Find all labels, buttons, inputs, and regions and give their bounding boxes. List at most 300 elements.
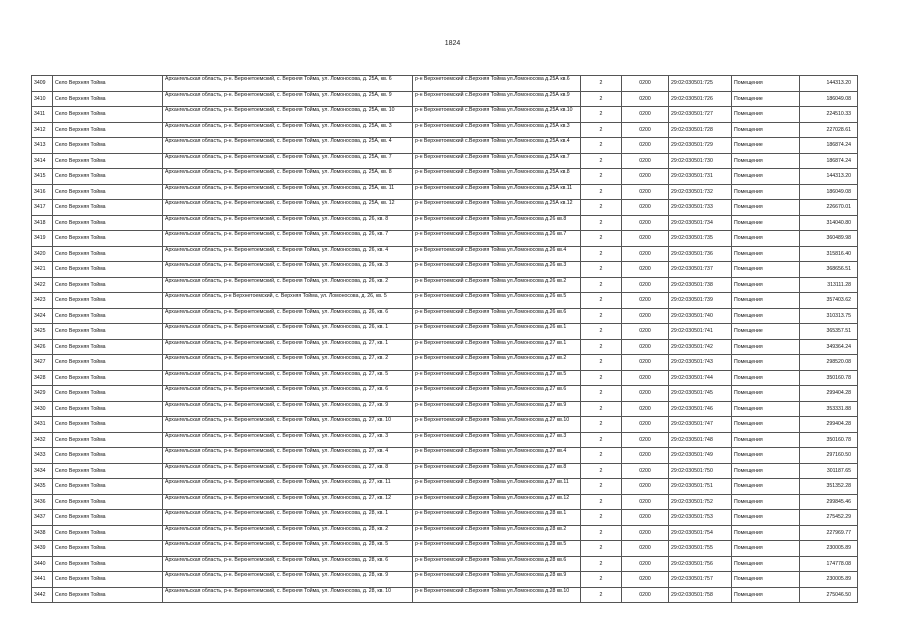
table-row — [32, 293, 858, 309]
count-cell: 2 — [581, 541, 622, 557]
cadastral-value-cell: 350160.78 — [800, 370, 858, 386]
table-row — [32, 370, 858, 386]
cadastral-value-cell: 360489.98 — [800, 231, 858, 247]
short-address-cell: р-н Верхнетоемский с.Верхняя Тойма ул.Ломоносова д.26 кв.1 — [413, 324, 581, 340]
cadastral-value-cell: 275046.50 — [800, 587, 858, 603]
cadastral-value-cell: 313111.28 — [800, 277, 858, 293]
count-cell: 2 — [581, 417, 622, 433]
short-address-cell: р-н Верхнетоемский с.Верхняя Тойма ул.Ломоносова д.25А кв.10 — [413, 107, 581, 123]
row-number-cell: 3428 — [32, 370, 53, 386]
short-address-cell: р-н Верхнетоемский с.Верхняя Тойма ул.Ломоносова д.28 кв.6 — [413, 556, 581, 572]
settlement-name-cell: Село Верхняя Тойма — [53, 494, 163, 510]
object-type-cell: Помещение — [732, 138, 800, 154]
full-address-cell: Архангельская область, р-н. Верхнетоемский, с. Верхняя Тойма, ул. Ломоносова, д. 28, кв. 5 — [163, 541, 413, 557]
object-type-cell: Помещение — [732, 215, 800, 231]
settlement-name-cell: Село Верхняя Тойма — [53, 417, 163, 433]
cadastral-number-cell: 29:02:030501:734 — [669, 215, 732, 231]
row-number-cell: 3415 — [32, 169, 53, 185]
row-number-cell: 3436 — [32, 494, 53, 510]
short-address-cell: р-н Верхнетоемский с.Верхняя Тойма ул.Ломоносова д.25А кв.8 — [413, 169, 581, 185]
property-register-table — [31, 75, 858, 603]
table-row — [32, 107, 858, 123]
full-address-cell: Архангельская область, р-н. Верхнетоемский, с. Верхняя Тойма, ул. Ломоносова, д. 27, кв. 12 — [163, 494, 413, 510]
short-address-cell: р-н Верхнетоемский с.Верхняя Тойма ул.Ломоносова д.27 кв.3 — [413, 432, 581, 448]
row-number-cell: 3425 — [32, 324, 53, 340]
table-row — [32, 122, 858, 138]
code-cell: 0200 — [622, 231, 669, 247]
short-address-cell: р-н Верхнетоемский с.Верхняя Тойма ул.Ломоносова д.25А кв.7 — [413, 153, 581, 169]
row-number-cell: 3432 — [32, 432, 53, 448]
cadastral-number-cell: 29:02:030501:758 — [669, 587, 732, 603]
table-row — [32, 215, 858, 231]
count-cell: 2 — [581, 494, 622, 510]
count-cell: 2 — [581, 448, 622, 464]
code-cell: 0200 — [622, 277, 669, 293]
cadastral-value-cell: 298520.08 — [800, 355, 858, 371]
count-cell: 2 — [581, 556, 622, 572]
row-number-cell: 3416 — [32, 184, 53, 200]
cadastral-number-cell: 29:02:030501:733 — [669, 200, 732, 216]
code-cell: 0200 — [622, 308, 669, 324]
short-address-cell: р-н Верхнетоемский с.Верхняя Тойма ул.Ломоносова д.27 кв.8 — [413, 463, 581, 479]
object-type-cell: Помещения — [732, 246, 800, 262]
cadastral-value-cell: 144313.20 — [800, 169, 858, 185]
cadastral-value-cell: 186874.24 — [800, 138, 858, 154]
code-cell: 0200 — [622, 107, 669, 123]
short-address-cell: р-н Верхнетоемский с.Верхняя Тойма ул.Ломоносова д.28 кв.10 — [413, 587, 581, 603]
count-cell: 2 — [581, 107, 622, 123]
count-cell: 2 — [581, 153, 622, 169]
table-row — [32, 339, 858, 355]
object-type-cell: Помещения — [732, 572, 800, 588]
short-address-cell: р-н Верхнетоемский с.Верхняя Тойма ул.Ломоносова д.26 кв.3 — [413, 262, 581, 278]
table-row — [32, 200, 858, 216]
row-number-cell: 3437 — [32, 510, 53, 526]
cadastral-number-cell: 29:02:030501:728 — [669, 122, 732, 138]
code-cell: 0200 — [622, 587, 669, 603]
cadastral-number-cell: 29:02:030501:757 — [669, 572, 732, 588]
object-type-cell: Помещения — [732, 231, 800, 247]
count-cell: 2 — [581, 246, 622, 262]
cadastral-number-cell: 29:02:030501:749 — [669, 448, 732, 464]
row-number-cell: 3426 — [32, 339, 53, 355]
full-address-cell: Архангельская область, р-н. Верхнетоемский, с. Верхняя Тойма, ул. Ломоносова, д. 26, кв. 1 — [163, 324, 413, 340]
object-type-cell: Помещения — [732, 448, 800, 464]
object-type-cell: Помещения — [732, 587, 800, 603]
row-number-cell: 3440 — [32, 556, 53, 572]
table-row — [32, 417, 858, 433]
count-cell: 2 — [581, 370, 622, 386]
short-address-cell: р-н Верхнетоемский с.Верхняя Тойма ул.Ломоносова д.26 кв.6 — [413, 308, 581, 324]
short-address-cell: р-н Верхнетоемский с.Верхняя Тойма ул.Ломоносова д.28 кв.5 — [413, 541, 581, 557]
settlement-name-cell: Село Верхняя Тойма — [53, 215, 163, 231]
settlement-name-cell: Село Верхняя Тойма — [53, 91, 163, 107]
short-address-cell: р-н Верхнетоемский с.Верхняя Тойма ул.Ломоносова д.27 кв.5 — [413, 370, 581, 386]
cadastral-number-cell: 29:02:030501:747 — [669, 417, 732, 433]
cadastral-value-cell: 186049.08 — [800, 91, 858, 107]
full-address-cell: Архангельская область, р-н. Верхнетоемский, с. Верхняя Тойма, ул. Ломоносова, д. 27, кв. 1 — [163, 339, 413, 355]
short-address-cell: р-н Верхнетоемский с.Верхняя Тойма ул.Ломоносова д.26 кв.2 — [413, 277, 581, 293]
full-address-cell: Архангельская область, р-н. Верхнетоемский, с. Верхняя Тойма, ул. Ломоносова, д. 26, кв. 6 — [163, 308, 413, 324]
count-cell: 2 — [581, 215, 622, 231]
row-number-cell: 3427 — [32, 355, 53, 371]
full-address-cell: Архангельская область, р-н. Верхнетоемский, с. Верхняя Тойма, ул. Ломоносова, д. 26, кв. 2 — [163, 277, 413, 293]
cadastral-number-cell: 29:02:030501:741 — [669, 324, 732, 340]
cadastral-number-cell: 29:02:030501:746 — [669, 401, 732, 417]
short-address-cell: р-н Верхнетоемский с.Верхняя Тойма ул.Ломоносова д.28 кв.9 — [413, 572, 581, 588]
row-number-cell: 3430 — [32, 401, 53, 417]
object-type-cell: Помещения — [732, 184, 800, 200]
table-row — [32, 432, 858, 448]
code-cell: 0200 — [622, 184, 669, 200]
code-cell: 0200 — [622, 153, 669, 169]
row-number-cell: 3429 — [32, 386, 53, 402]
code-cell: 0200 — [622, 432, 669, 448]
cadastral-number-cell: 29:02:030501:725 — [669, 76, 732, 92]
cadastral-value-cell: 226670.01 — [800, 200, 858, 216]
object-type-cell: Помещения — [732, 556, 800, 572]
settlement-name-cell: Село Верхняя Тойма — [53, 401, 163, 417]
cadastral-value-cell: 186874.24 — [800, 153, 858, 169]
settlement-name-cell: Село Верхняя Тойма — [53, 293, 163, 309]
count-cell: 2 — [581, 308, 622, 324]
code-cell: 0200 — [622, 138, 669, 154]
code-cell: 0200 — [622, 76, 669, 92]
row-number-cell: 3409 — [32, 76, 53, 92]
full-address-cell: Архангельская область, р-н. Верхнетоемский, с. Верхняя Тойма, ул. Ломоносова, д. 28, кв. 10 — [163, 587, 413, 603]
code-cell: 0200 — [622, 463, 669, 479]
cadastral-number-cell: 29:02:030501:752 — [669, 494, 732, 510]
short-address-cell: р-н Верхнетоемский с.Верхняя Тойма ул.Ломоносова д.25А кв.4 — [413, 138, 581, 154]
count-cell: 2 — [581, 401, 622, 417]
cadastral-number-cell: 29:02:030501:740 — [669, 308, 732, 324]
object-type-cell: Помещения — [732, 479, 800, 495]
code-cell: 0200 — [622, 246, 669, 262]
cadastral-value-cell: 144313.20 — [800, 76, 858, 92]
row-number-cell: 3420 — [32, 246, 53, 262]
row-number-cell: 3433 — [32, 448, 53, 464]
object-type-cell: Помещения — [732, 525, 800, 541]
settlement-name-cell: Село Верхняя Тойма — [53, 463, 163, 479]
short-address-cell: р-н Верхнетоемский с.Верхняя Тойма ул.Ломоносова д.27 кв.1 — [413, 339, 581, 355]
cadastral-number-cell: 29:02:030501:731 — [669, 169, 732, 185]
short-address-cell: р-н Верхнетоемский с.Верхняя Тойма ул.Ломоносова д.25А кв.12 — [413, 200, 581, 216]
code-cell: 0200 — [622, 339, 669, 355]
object-type-cell: Помещения — [732, 293, 800, 309]
full-address-cell: Архангельская область, р-н. Верхнетоемский, с. Верхняя Тойма, ул. Ломоносова, д. 27, кв. 9 — [163, 401, 413, 417]
cadastral-value-cell: 227969.77 — [800, 525, 858, 541]
count-cell: 2 — [581, 169, 622, 185]
table-row — [32, 262, 858, 278]
count-cell: 2 — [581, 432, 622, 448]
cadastral-value-cell: 350160.78 — [800, 432, 858, 448]
short-address-cell: р-н Верхнетоемский с.Верхняя Тойма ул.Ломоносова д.27 кв.12 — [413, 494, 581, 510]
table-row — [32, 401, 858, 417]
full-address-cell: Архангельская область, р-н. Верхнетоемский, с. Верхняя Тойма, ул. Ломоносова, д. 25А, кв. 7 — [163, 153, 413, 169]
full-address-cell: Архангельская область, р-н. Верхнетоемский, с. Верхняя Тойма, ул. Ломоносова, д. 25А, кв. 9 — [163, 91, 413, 107]
settlement-name-cell: Село Верхняя Тойма — [53, 587, 163, 603]
full-address-cell: Архангельская область, р-н. Верхнетоемский, с. Верхняя Тойма, ул. Ломоносова, д. 25А, кв. 3 — [163, 122, 413, 138]
cadastral-value-cell: 301187.65 — [800, 463, 858, 479]
count-cell: 2 — [581, 587, 622, 603]
cadastral-value-cell: 353331.88 — [800, 401, 858, 417]
count-cell: 2 — [581, 324, 622, 340]
full-address-cell: Архангельская область, р-н. Верхнетоемский, с. Верхняя Тойма, ул. Ломоносова, д. 26, кв. 7 — [163, 231, 413, 247]
short-address-cell: р-н Верхнетоемский с.Верхняя Тойма ул.Ломоносова д.28 кв.1 — [413, 510, 581, 526]
table-row — [32, 448, 858, 464]
cadastral-number-cell: 29:02:030501:742 — [669, 339, 732, 355]
row-number-cell: 3441 — [32, 572, 53, 588]
settlement-name-cell: Село Верхняя Тойма — [53, 572, 163, 588]
settlement-name-cell: Село Верхняя Тойма — [53, 246, 163, 262]
short-address-cell: р-н Верхнетоемский с.Верхняя Тойма ул.Ломоносова д.25А кв.9 — [413, 91, 581, 107]
code-cell: 0200 — [622, 122, 669, 138]
full-address-cell: Архангельская область, р-н. Верхнетоемский, с. Верхняя Тойма, ул. Ломоносова, д. 25А, кв. 4 — [163, 138, 413, 154]
object-type-cell: Помещения — [732, 417, 800, 433]
cadastral-value-cell: 349364.24 — [800, 339, 858, 355]
code-cell: 0200 — [622, 324, 669, 340]
full-address-cell: Архангельская область, р-н. Верхнетоемский, с. Верхняя Тойма, ул. Ломоносова, д. 27, кв. 8 — [163, 463, 413, 479]
code-cell: 0200 — [622, 200, 669, 216]
table-row — [32, 138, 858, 154]
table-row — [32, 231, 858, 247]
table-row — [32, 525, 858, 541]
page-number: 1824 — [444, 40, 461, 47]
table-row — [32, 91, 858, 107]
short-address-cell: р-н Верхнетоемский с.Верхняя Тойма ул.Ломоносова д.27 кв.11 — [413, 479, 581, 495]
full-address-cell: Архангельская область, р-н. Верхнетоемский, с. Верхняя Тойма, ул. Ломоносова, д. 27, кв. 2 — [163, 355, 413, 371]
code-cell: 0200 — [622, 510, 669, 526]
settlement-name-cell: Село Верхняя Тойма — [53, 541, 163, 557]
settlement-name-cell: Село Верхняя Тойма — [53, 386, 163, 402]
cadastral-value-cell: 299404.28 — [800, 386, 858, 402]
settlement-name-cell: Село Верхняя Тойма — [53, 556, 163, 572]
settlement-name-cell: Село Верхняя Тойма — [53, 153, 163, 169]
settlement-name-cell: Село Верхняя Тойма — [53, 184, 163, 200]
short-address-cell: р-н Верхнетоемский с.Верхняя Тойма ул.Ломоносова д.26 кв.5 — [413, 293, 581, 309]
cadastral-number-cell: 29:02:030501:748 — [669, 432, 732, 448]
register-body — [32, 76, 858, 603]
table-row — [32, 76, 858, 92]
full-address-cell: Архангельская область, р-н. Верхнетоемский, с. Верхняя Тойма, ул. Ломоносова, д. 27, кв. 11 — [163, 479, 413, 495]
object-type-cell: Помещения — [732, 386, 800, 402]
count-cell: 2 — [581, 231, 622, 247]
cadastral-number-cell: 29:02:030501:744 — [669, 370, 732, 386]
code-cell: 0200 — [622, 448, 669, 464]
table-row — [32, 308, 858, 324]
full-address-cell: Архангельская область, р-н. Верхнетоемский, с. Верхняя Тойма, ул. Ломоносова, д. 25А, кв. 10 — [163, 107, 413, 123]
count-cell: 2 — [581, 91, 622, 107]
cadastral-value-cell: 230005.89 — [800, 572, 858, 588]
full-address-cell: Архангельская область, р-н. Верхнетоемский, с. Верхняя Тойма, ул. Ломоносова, д. 25А, кв. 6 — [163, 76, 413, 92]
table-row — [32, 153, 858, 169]
settlement-name-cell: Село Верхняя Тойма — [53, 169, 163, 185]
short-address-cell: р-н Верхнетоемский с.Верхняя Тойма ул.Ломоносова д.28 кв.2 — [413, 525, 581, 541]
cadastral-value-cell: 368656.51 — [800, 262, 858, 278]
full-address-cell: Архангельская область, р-н. Верхнетоемский, с. Верхняя Тойма, ул. Ломоносова, д. 25А, кв. 8 — [163, 169, 413, 185]
row-number-cell: 3435 — [32, 479, 53, 495]
full-address-cell: Архангельская область, р-н. Верхнетоемский, с. Верхняя Тойма, ул. Ломоносова, д. 27, кв. 4 — [163, 448, 413, 464]
cadastral-number-cell: 29:02:030501:739 — [669, 293, 732, 309]
table-row — [32, 463, 858, 479]
object-type-cell: Помещения — [732, 200, 800, 216]
short-address-cell: р-н Верхнетоемский с.Верхняя Тойма ул.Ломоносова д.26 кв.4 — [413, 246, 581, 262]
row-number-cell: 3413 — [32, 138, 53, 154]
short-address-cell: р-н Верхнетоемский с.Верхняя Тойма ул.Ломоносова д.27 кв.6 — [413, 386, 581, 402]
count-cell: 2 — [581, 479, 622, 495]
short-address-cell: р-н Верхнетоемский с.Верхняя Тойма ул.Ломоносова д.25А кв.11 — [413, 184, 581, 200]
full-address-cell: Архангельская область, р-н. Верхнетоемский, с. Верхняя Тойма, ул. Ломоносова, д. 28, кв. 1 — [163, 510, 413, 526]
code-cell: 0200 — [622, 479, 669, 495]
row-number-cell: 3423 — [32, 293, 53, 309]
settlement-name-cell: Село Верхняя Тойма — [53, 122, 163, 138]
code-cell: 0200 — [622, 494, 669, 510]
settlement-name-cell: Село Верхняя Тойма — [53, 138, 163, 154]
settlement-name-cell: Село Верхняя Тойма — [53, 262, 163, 278]
cadastral-value-cell: 224510.33 — [800, 107, 858, 123]
full-address-cell: Архангельская область, р-н. Верхнетоемский, с. Верхняя Тойма, ул. Ломоносова, д. 25А, кв. 12 — [163, 200, 413, 216]
full-address-cell: Архангельская область, р-н. Верхнетоемский, с. Верхняя Тойма, ул. Ломоносова, д. 26, кв. 4 — [163, 246, 413, 262]
row-number-cell: 3442 — [32, 587, 53, 603]
row-number-cell: 3410 — [32, 91, 53, 107]
row-number-cell: 3424 — [32, 308, 53, 324]
code-cell: 0200 — [622, 91, 669, 107]
code-cell: 0200 — [622, 401, 669, 417]
table-row — [32, 324, 858, 340]
short-address-cell: р-н Верхнетоемский с.Верхняя Тойма ул.Ломоносова д.25А кв.3 — [413, 122, 581, 138]
full-address-cell: Архангельская область, р-н. Верхнетоемский, с. Верхняя Тойма, ул. Ломоносова, д. 27, кв. 5 — [163, 370, 413, 386]
cadastral-value-cell: 297160.50 — [800, 448, 858, 464]
cadastral-value-cell: 310313.75 — [800, 308, 858, 324]
settlement-name-cell: Село Верхняя Тойма — [53, 355, 163, 371]
settlement-name-cell: Село Верхняя Тойма — [53, 510, 163, 526]
code-cell: 0200 — [622, 417, 669, 433]
row-number-cell: 3414 — [32, 153, 53, 169]
table-row — [32, 184, 858, 200]
object-type-cell: Помещение — [732, 91, 800, 107]
count-cell: 2 — [581, 122, 622, 138]
object-type-cell: Помещения — [732, 370, 800, 386]
count-cell: 2 — [581, 138, 622, 154]
code-cell: 0200 — [622, 215, 669, 231]
count-cell: 2 — [581, 339, 622, 355]
settlement-name-cell: Село Верхняя Тойма — [53, 370, 163, 386]
cadastral-number-cell: 29:02:030501:756 — [669, 556, 732, 572]
full-address-cell: Архангельская область, р-н. Верхнетоемский, с. Верхняя Тойма, ул. Ломоносова, д. 25А, кв. 11 — [163, 184, 413, 200]
object-type-cell: Помещения — [732, 277, 800, 293]
object-type-cell: Помещения — [732, 432, 800, 448]
table-row — [32, 494, 858, 510]
object-type-cell: Помещения — [732, 355, 800, 371]
code-cell: 0200 — [622, 572, 669, 588]
count-cell: 2 — [581, 525, 622, 541]
cadastral-number-cell: 29:02:030501:751 — [669, 479, 732, 495]
cadastral-number-cell: 29:02:030501:737 — [669, 262, 732, 278]
code-cell: 0200 — [622, 525, 669, 541]
short-address-cell: р-н Верхнетоемский с.Верхняя Тойма ул.Ломоносова д.27 кв.2 — [413, 355, 581, 371]
object-type-cell: Помещения — [732, 541, 800, 557]
short-address-cell: р-н Верхнетоемский с.Верхняя Тойма ул.Ломоносова д.26 кв.7 — [413, 231, 581, 247]
count-cell: 2 — [581, 463, 622, 479]
cadastral-value-cell: 357403.62 — [800, 293, 858, 309]
row-number-cell: 3434 — [32, 463, 53, 479]
count-cell: 2 — [581, 293, 622, 309]
full-address-cell: Архангельская область, р-н. Верхнетоемский, с. Верхняя Тойма, ул. Ломоносова, д. 27, кв. 3 — [163, 432, 413, 448]
settlement-name-cell: Село Верхняя Тойма — [53, 525, 163, 541]
row-number-cell: 3422 — [32, 277, 53, 293]
code-cell: 0200 — [622, 262, 669, 278]
cadastral-value-cell: 314040.80 — [800, 215, 858, 231]
count-cell: 2 — [581, 386, 622, 402]
short-address-cell: р-н Верхнетоемский с.Верхняя Тойма ул.Ломоносова д.27 кв.9 — [413, 401, 581, 417]
object-type-cell: Помещения — [732, 339, 800, 355]
full-address-cell: Архангельская область, р-н. Верхнетоемский, с. Верхняя Тойма, ул. Ломоносова, д. 28, кв. 2 — [163, 525, 413, 541]
cadastral-number-cell: 29:02:030501:727 — [669, 107, 732, 123]
cadastral-number-cell: 29:02:030501:743 — [669, 355, 732, 371]
full-address-cell: Архангельская область, р-н. Верхнетоемский, с. Верхняя Тойма, ул. Ломоносова, д. 28, кв. 9 — [163, 572, 413, 588]
settlement-name-cell: Село Верхняя Тойма — [53, 308, 163, 324]
full-address-cell: Архангельская область, р-н. Верхнетоемский, с. Верхняя Тойма, ул. Ломоносова, д. 26, кв. 3 — [163, 262, 413, 278]
table-row — [32, 556, 858, 572]
row-number-cell: 3431 — [32, 417, 53, 433]
row-number-cell: 3418 — [32, 215, 53, 231]
object-type-cell: Помещения — [732, 122, 800, 138]
row-number-cell: 3417 — [32, 200, 53, 216]
short-address-cell: р-н Верхнетоемский с.Верхняя Тойма ул.Ломоносова д.26 кв.8 — [413, 215, 581, 231]
cadastral-number-cell: 29:02:030501:729 — [669, 138, 732, 154]
cadastral-number-cell: 29:02:030501:754 — [669, 525, 732, 541]
code-cell: 0200 — [622, 556, 669, 572]
table-row — [32, 572, 858, 588]
cadastral-number-cell: 29:02:030501:753 — [669, 510, 732, 526]
table-row — [32, 587, 858, 603]
object-type-cell: Помещения — [732, 76, 800, 92]
count-cell: 2 — [581, 510, 622, 526]
table-row — [32, 169, 858, 185]
table-row — [32, 510, 858, 526]
full-address-cell: Архангельская область, р-н. Верхнетоемский, с. Верхняя Тойма, ул. Ломоносова, д. 27, кв. 6 — [163, 386, 413, 402]
object-type-cell: Помещения — [732, 262, 800, 278]
cadastral-value-cell: 230005.89 — [800, 541, 858, 557]
object-type-cell: Помещения — [732, 494, 800, 510]
object-type-cell: Помещения — [732, 153, 800, 169]
cadastral-value-cell: 299845.46 — [800, 494, 858, 510]
cadastral-number-cell: 29:02:030501:736 — [669, 246, 732, 262]
table-row — [32, 277, 858, 293]
cadastral-value-cell: 351352.28 — [800, 479, 858, 495]
table-row — [32, 479, 858, 495]
full-address-cell: Архангельская область, р-н Верхнетоемский, с. Верхняя Тойма, ул. Ломоносова, д. 26, кв. 5 — [163, 293, 413, 309]
object-type-cell: Помещение — [732, 324, 800, 340]
count-cell: 2 — [581, 200, 622, 216]
full-address-cell: Архангельская область, р-н. Верхнетоемский, с. Верхняя Тойма, ул. Ломоносова, д. 27, кв. 10 — [163, 417, 413, 433]
cadastral-number-cell: 29:02:030501:755 — [669, 541, 732, 557]
table-row — [32, 541, 858, 557]
count-cell: 2 — [581, 572, 622, 588]
object-type-cell: Помещения — [732, 401, 800, 417]
cadastral-number-cell: 29:02:030501:745 — [669, 386, 732, 402]
row-number-cell: 3411 — [32, 107, 53, 123]
row-number-cell: 3421 — [32, 262, 53, 278]
cadastral-number-cell: 29:02:030501:738 — [669, 277, 732, 293]
cadastral-number-cell: 29:02:030501:732 — [669, 184, 732, 200]
short-address-cell: р-н Верхнетоемский с.Верхняя Тойма ул.Ломоносова д.27 кв.10 — [413, 417, 581, 433]
table-row — [32, 355, 858, 371]
settlement-name-cell: Село Верхняя Тойма — [53, 277, 163, 293]
cadastral-value-cell: 299404.28 — [800, 417, 858, 433]
settlement-name-cell: Село Верхняя Тойма — [53, 200, 163, 216]
cadastral-number-cell: 29:02:030501:750 — [669, 463, 732, 479]
